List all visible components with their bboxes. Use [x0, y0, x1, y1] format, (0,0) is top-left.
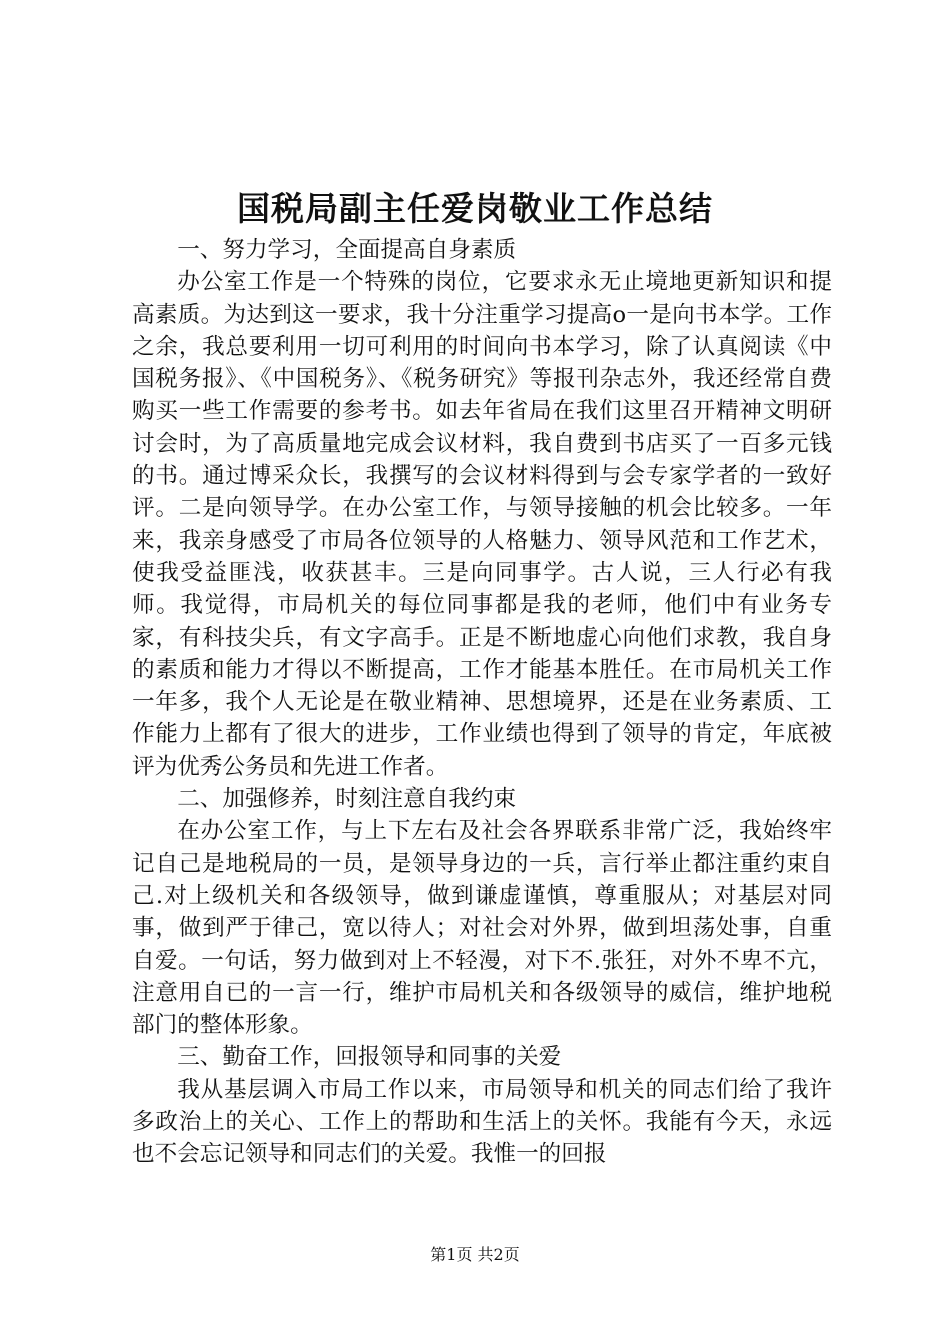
section-heading-1: 一、努力学习，全面提高自身素质: [177, 237, 517, 263]
paragraph-1: 办公室工作是一个特殊的岗位，它要求永无止境地更新知识和提高素质。为达到这一要求，我十分注重学习提高ο一是向书本学。工作之余，我总要利用一切可利用的时间向书本学习，除了认真阅读《中国税务报》、《中国税务》、《税务研究》等报刊杂志外，我还经常自费购买一些工作需要的参考书。如去年省局在我们这里召开精神文明研讨会时，为了高质量地完成会议材料，我自费到书店买了一百多元钱的书。通过博采众长，我撰写的会议材料得到与会专家学者的一致好评。二是向领导学。在办公室工作，与领导接触的机会比较多。一年来，我亲身感受了市局各位领导的人格魅力、领导风范和工作艺术，使我受益匪浅，收获甚丰。三是向同事学。古人说，三人行必有我师。我觉得，市局机关的每位同事都是我的老师，他们中有业务专家，有科技尖兵，有文字高手。正是不断地虚心向他们求教，我自身的素质和能力才得以不断提高，工作才能基本胜任。在市局机关工作一年多，我个人无论是在敬业精神、思想境界，还是在业务素质、工作能力上都有了很大的进步，工作业绩也得到了领导的肯定，年底被评为优秀公务员和先进工作者。: [132, 269, 832, 780]
section-heading-2: 二、加强修养，时刻注意自我约束: [177, 786, 517, 813]
section-heading-3: 三、勤奋工作，回报领导和同事的关爱: [177, 1044, 562, 1071]
document-body: [132, 234, 832, 1171]
paragraph-3: 我从基层调入市局工作以来，市局领导和机关的同志们给了我许多政治上的关心、工作上的帮助和生活上的关怀。我能有今天，永远也不会忘记领导和同志们的关爱。我惟一的回报: [132, 1076, 832, 1168]
paragraph-2: 在办公室工作，与上下左右及社会各界联系非常广泛，我始终牢记自己是地税局的一员，是领导身边的一兵，言行举止都注重约束自己.对上级机关和各级领导，做到谦虚谨慎，尊重服从；对基层对同事，做到严于律己，宽以待人；对社会对外界，做到坦荡处事，自重自爱。一句话，努力做到对上不轻漫，对下不.张狂，对外不卑不亢，注意用自已的一言一行，维护市局机关和各级领导的威信，维护地税部门的整体形象。: [132, 818, 832, 1039]
document-title: 国税局副主任爱岗敬业工作总结: [237, 189, 713, 228]
page-footer: 第1页 共2页: [430, 1245, 520, 1264]
